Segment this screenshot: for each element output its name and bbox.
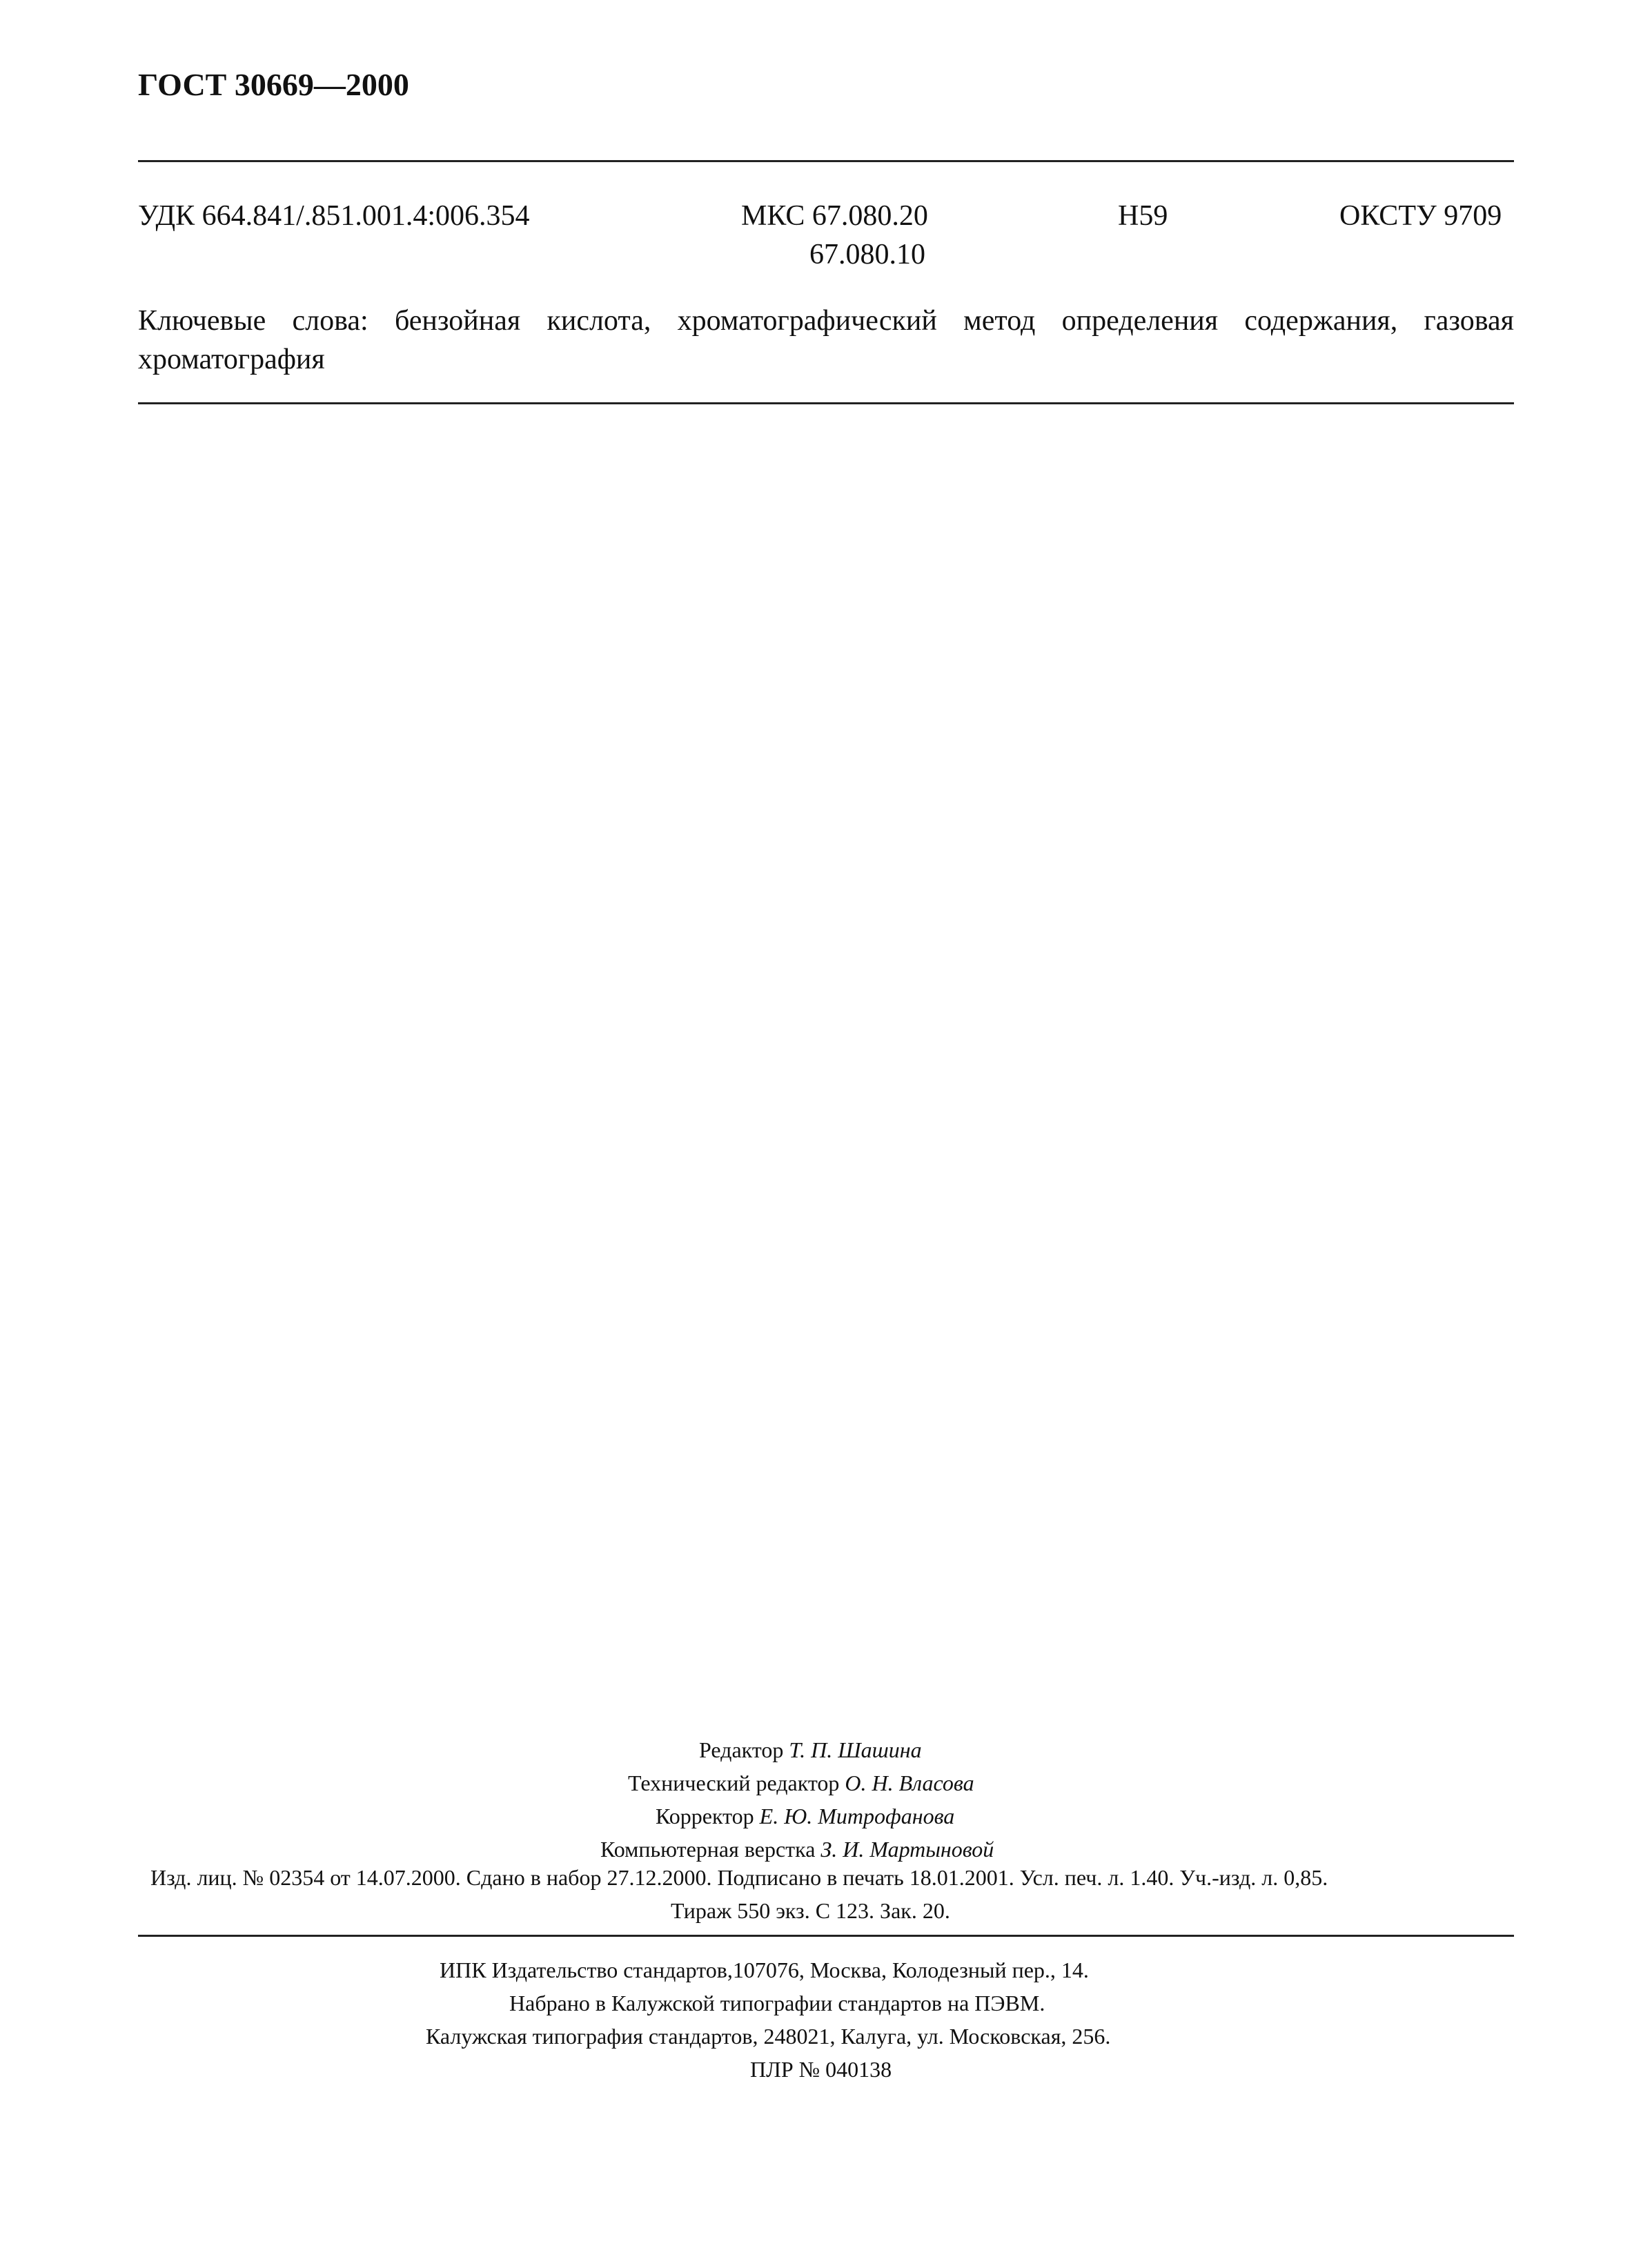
credit-role: Компьютерная верстка xyxy=(600,1837,816,1862)
credit-proofreader xyxy=(656,1800,954,1833)
imprint-line-1: Изд. лиц. № 02354 от 14.07.2000. Сдано в набор 27.12.2000. Подписано в печать 18.01.2001. Усл. печ. л. 1.40. Уч.-изд. л. 0,85. xyxy=(150,1865,1328,1890)
imprint-line-2: Тираж 550 экз. С 123. Зак. 20. xyxy=(671,1898,950,1923)
document-title: ГОСТ 30669—2000 xyxy=(138,67,409,102)
mks-code-primary: МКС 67.080.20 xyxy=(741,200,928,232)
credit-role: Технический редактор xyxy=(628,1771,840,1795)
publisher-line-4: ПЛР № 040138 xyxy=(750,2057,892,2082)
keywords-divider xyxy=(138,402,1514,404)
credit-name: Е. Ю. Митрофанова xyxy=(759,1804,955,1828)
credit-name: З. И. Мартыновой xyxy=(820,1837,994,1862)
publisher-line-2: Набрано в Калужской типографии стандартов на ПЭВМ. xyxy=(509,1991,1045,2015)
publisher-line-1: ИПК Издательство стандартов,107076, Москва, Колодезный пер., 14. xyxy=(440,1958,1089,1982)
credit-name: Т. П. Шашина xyxy=(789,1737,922,1762)
credit-tech-editor xyxy=(628,1766,974,1800)
credit-name: О. Н. Власова xyxy=(845,1771,974,1795)
udk-code: УДК 664.841/.851.001.4:006.354 xyxy=(138,200,530,232)
okstu-code: ОКСТУ 9709 xyxy=(1339,200,1502,232)
credit-role: Корректор xyxy=(656,1804,754,1828)
credit-editor xyxy=(699,1733,922,1766)
top-divider xyxy=(138,160,1514,162)
keywords-paragraph: Ключевые слова: бензойная кислота, хроматографический метод определения содержания, газовая хроматография xyxy=(138,305,1514,375)
mks-code-secondary: 67.080.10 xyxy=(809,239,925,270)
credit-role: Редактор xyxy=(699,1737,784,1762)
imprint-divider xyxy=(138,1935,1514,1937)
group-code: Н59 xyxy=(1118,200,1168,232)
publisher-line-3: Калужская типография стандартов, 248021, Калуга, ул. Московская, 256. xyxy=(426,2024,1111,2049)
